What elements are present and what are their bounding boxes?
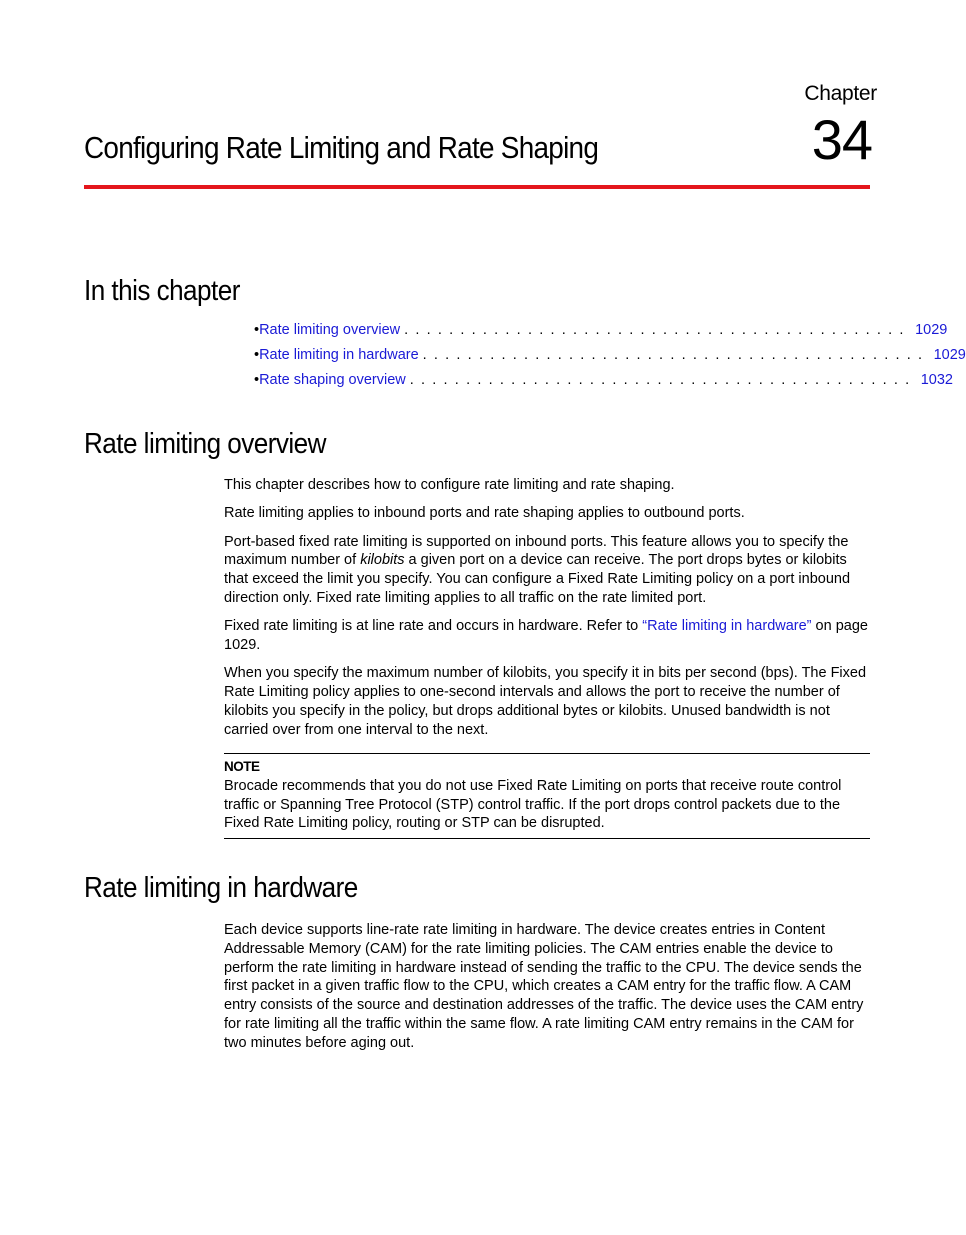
toc-link-rate-limiting-overview[interactable]: Rate limiting overview: [259, 322, 401, 338]
toc-bullet: •: [254, 347, 260, 363]
chapter-title-rule: [84, 185, 870, 189]
toc-link-rate-limiting-in-hardware[interactable]: Rate limiting in hardware: [259, 347, 419, 363]
toc-item: [254, 347, 966, 372]
toc-bullet: •: [254, 372, 260, 388]
paragraph: Rate limiting applies to inbound ports and rate shaping applies to outbound ports.: [224, 505, 745, 522]
toc-page-link[interactable]: 1032: [920, 372, 953, 388]
toc-dot-leader: . . . . . . . . . . . . . . . . . . . . . . . . . . . . . . . . . . . . . . . . . . . . .: [422, 347, 924, 363]
text-run: a given port on a device can receive. The port drops bytes or kilobits that exceed the limit you specify. You can configure a Fixed Rate Limiting policy on a port inbound direction only. Fixed rate limiting applies to all traffic on the rate limited port.: [224, 552, 851, 606]
text-run: Fixed rate limiting is at line rate and occurs in hardware. Refer to: [224, 618, 643, 635]
text-run: Port-based fixed rate limiting is supported on inbound ports. This feature allows you to specify the maximum number of: [224, 533, 849, 569]
rate-limiting-overview-heading: Rate limiting overview: [84, 428, 326, 460]
toc-item: [254, 372, 953, 397]
toc-dot-leader: . . . . . . . . . . . . . . . . . . . . . . . . . . . . . . . . . . . . . . . . . . . . .: [409, 372, 911, 388]
chapter-title: Configuring Rate Limiting and Rate Shaping: [84, 130, 599, 165]
chapter-toc: [254, 322, 966, 397]
paragraph: [224, 533, 870, 608]
note-text: Brocade recommends that you do not use Fixed Rate Limiting on ports that receive route control traffic or Spanning Tree Protocol (STP) control traffic. If the port drops control packets due to the Fixed Rate Limiting policy, routing or STP can be disrupted.: [224, 777, 842, 832]
note-label: NOTE: [224, 759, 260, 774]
rate-limiting-in-hardware-heading: Rate limiting in hardware: [84, 872, 358, 904]
in-this-chapter-heading: In this chapter: [84, 275, 240, 307]
chapter-number: 34: [811, 108, 872, 171]
toc-item: [254, 322, 948, 347]
hardware-body: [224, 921, 870, 1062]
paragraph: Each device supports line-rate rate limiting in hardware. The device creates entries in Content Addressable Memory (CAM) for the rate limiting policies. The CAM entries enable the device to perform the rate limiting in hardware instead of sending the traffic to the CPU. The device sends the first packet in a given traffic flow to the CPU, which creates a CAM entry for the traffic flow. A CAM entry consists of the source and destination addresses of the traffic. The device uses the CAM entry for rate limiting all the traffic within the same flow. A rate limiting CAM entry remains in the CAM for two minutes before aging out.: [224, 922, 864, 1051]
emphasis-kilobits: kilobits: [360, 552, 405, 569]
text-run: on page 1029.: [224, 618, 868, 654]
toc-dot-leader: . . . . . . . . . . . . . . . . . . . . . . . . . . . . . . . . . . . . . . . . . . . . .: [404, 322, 906, 338]
toc-link-rate-shaping-overview[interactable]: Rate shaping overview: [259, 372, 406, 388]
paragraph: When you specify the maximum number of kilobits, you specify it in bits per second (bps). The Fixed Rate Limiting policy applies to one-second intervals and allows the port to receive the number of kilobits you specify in the policy, but drops additional bytes or kilobits. Unused bandwidth is not carried over from one interval to the next.: [224, 665, 867, 738]
paragraph: This chapter describes how to configure rate limiting and rate shaping.: [224, 477, 675, 493]
overview-body: [224, 476, 870, 749]
note-box: [224, 753, 870, 839]
toc-page-link[interactable]: 1029: [915, 322, 948, 338]
chapter-label: Chapter: [804, 82, 877, 105]
cross-reference-link[interactable]: “Rate limiting in hardware”: [642, 618, 812, 635]
toc-page-link[interactable]: 1029: [933, 347, 966, 363]
toc-bullet: •: [254, 322, 260, 338]
paragraph: [224, 617, 870, 655]
